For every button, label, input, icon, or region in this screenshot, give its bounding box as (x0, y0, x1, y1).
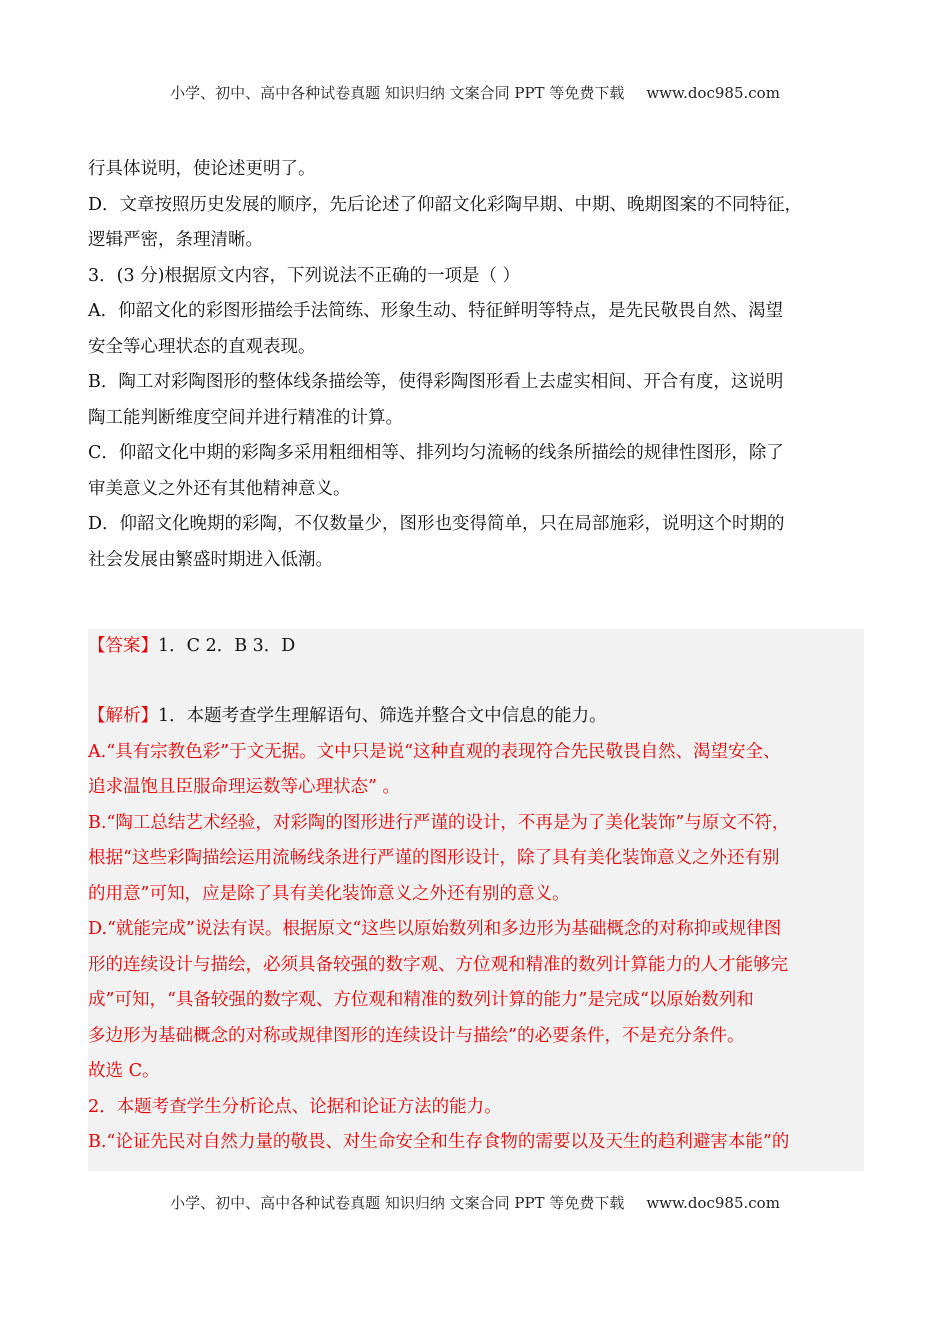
explanation-line: 成”可知，“具备较强的数字观、方位观和精准的数列计算的能力”是完成“以原始数列和 (88, 990, 754, 1010)
question-line: B．陶工对彩陶图形的整体线条描绘等，使得彩陶图形看上去虚实相间、开合有度，这说明 (88, 372, 784, 392)
explanation-line: 追求温饱且臣服命理运数等心理状态” 。 (88, 777, 401, 797)
answer-line (88, 629, 295, 665)
explanation-line: D.“就能完成”说法有误。根据原文“这些以原始数列和多边形为基础概念的对称抑或规律图 (88, 919, 782, 939)
question-line: 行具体说明，使论述更明了。 (88, 159, 316, 179)
header-text: 小学、初中、高中各种试卷真题 知识归纳 文案合同 PPT 等免费下载 (170, 84, 625, 102)
question-line: 安全等心理状态的直观表现。 (88, 336, 316, 357)
answer-label: 【答案】 (88, 636, 158, 656)
explanation-line: 形的连续设计与描绘，必须具备较强的数字观、方位观和精准的数列计算能力的人才能够完 (88, 954, 788, 975)
question-line: 社会发展由繁盛时期进入低潮。 (88, 549, 333, 570)
explanation-line: 故选 C。 (88, 1061, 160, 1081)
question-line: D．仰韶文化晚期的彩陶，不仅数量少，图形也变得简单，只在局部施彩，说明这个时期的 (88, 514, 785, 534)
page-footer (0, 1192, 950, 1213)
explanation-line: 2．本题考查学生分析论点、论据和论证方法的能力。 (88, 1096, 502, 1117)
answer-box (88, 629, 864, 1171)
explanation-line: A.“具有宗教色彩”于文无据。文中只是说“这种直观的表现符合先民敬畏自然、渴望安全、 (88, 741, 781, 762)
explanation-line: 根据“这些彩陶描绘运用流畅线条进行严谨的图形设计，除了具有美化装饰意义之外还有别 (88, 848, 780, 868)
explanation-line: B.“陶工总结艺术经验，对彩陶的图形进行严谨的设计，不再是为了美化装饰”与原文不符， (88, 812, 790, 833)
page-header (0, 82, 950, 103)
question-line: 逻辑严密，条理清晰。 (88, 230, 263, 250)
explanation-label: 【解析】 (88, 706, 158, 726)
footer-url[interactable]: www.doc985.com (646, 1194, 780, 1212)
explanation-line: B.“论证先民对自然力量的敬畏、对生命安全和生存食物的需要以及天生的趋利避害本能”的 (88, 1132, 790, 1152)
question-line: C．仰韶文化中期的彩陶多采用粗细相等、排列均匀流畅的线条所描绘的规律性图形，除了 (88, 443, 784, 463)
header-url[interactable]: www.doc985.com (646, 84, 780, 102)
question-section (88, 152, 864, 578)
question-line: A．仰韶文化的彩图形描绘手法简练、形象生动、特征鲜明等特点，是先民敬畏自然、渴望 (88, 301, 784, 321)
explanation (88, 699, 864, 1161)
explanation-line: 多边形为基础概念的对称或规律图形的连续设计与描绘”的必要条件，不是充分条件。 (88, 1025, 745, 1046)
footer-text: 小学、初中、高中各种试卷真题 知识归纳 文案合同 PPT 等免费下载 (170, 1194, 625, 1212)
answer-text: 1．C 2．B 3．D (158, 636, 296, 656)
question-line: 3．(3 分)根据原文内容，下列说法不正确的一项是（ ） (88, 265, 521, 286)
explanation-intro (88, 699, 864, 735)
question-line: D．文章按照历史发展的顺序，先后论述了仰韶文化彩陶早期、中期、晚期图案的不同特征， (88, 194, 803, 215)
question-line: 陶工能判断维度空间并进行精准的计算。 (88, 407, 403, 428)
question-line: 审美意义之外还有其他精神意义。 (88, 478, 351, 499)
explanation-intro-text: 1．本题考查学生理解语句、筛选并整合文中信息的能力。 (158, 706, 607, 726)
explanation-line: 的用意”可知，应是除了具有美化装饰意义之外还有别的意义。 (88, 883, 570, 904)
